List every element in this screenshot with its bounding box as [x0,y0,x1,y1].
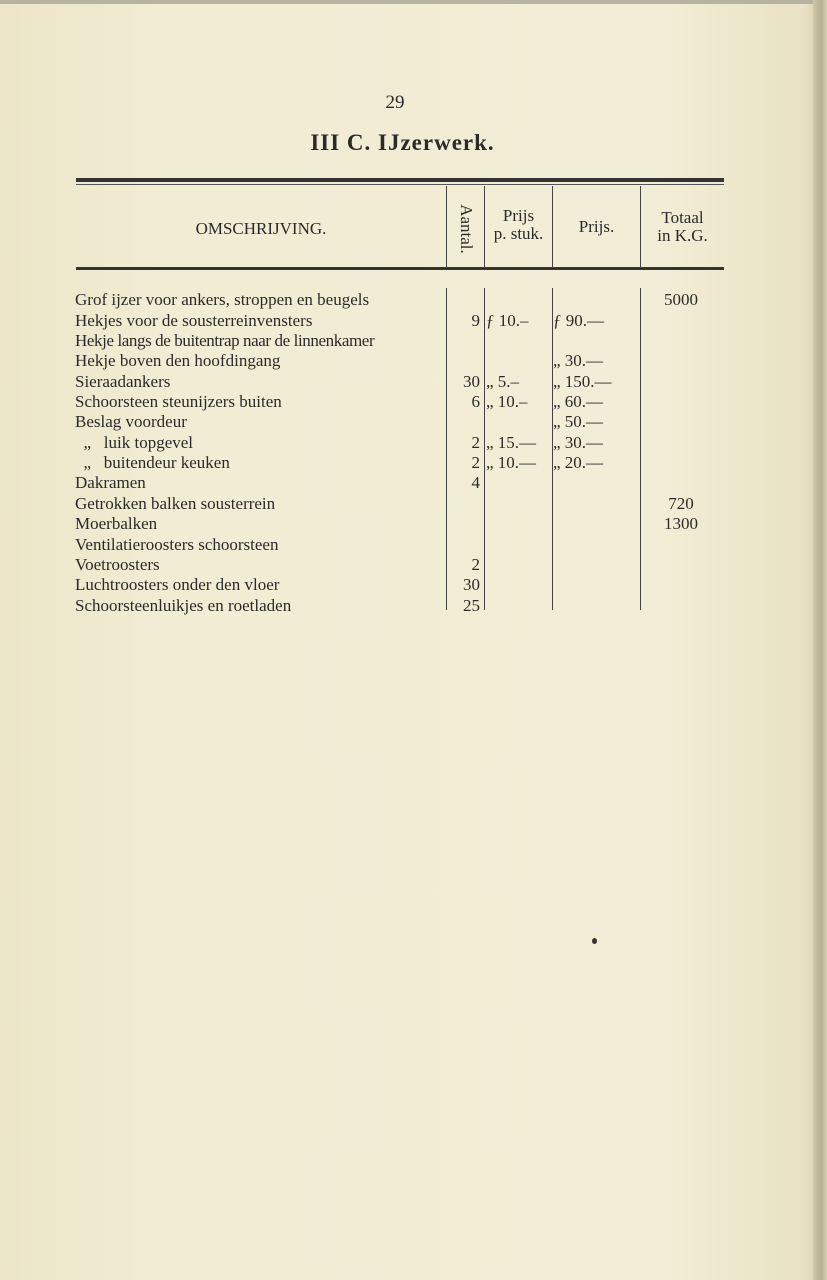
table-top-rule-thin [76,184,724,185]
row-prijs: „ 50.— [553,412,604,431]
row-description: Moerbalken [75,514,158,533]
table-row [0,494,827,514]
table-row [0,596,827,616]
row-totaal: 720 [668,494,694,513]
table-row [0,575,827,595]
row-aantal: 30 [463,575,480,594]
table-row [0,372,827,392]
row-description: Schoorsteenluikjes en roetladen [75,596,292,615]
row-prijs-stuk: ƒ 10.– [486,311,529,330]
ink-speck [592,938,597,944]
row-aantal: 4 [471,473,480,492]
header-totaal-line1: Totaal [661,208,704,227]
row-prijs-stuk: „ 10.– [486,392,528,411]
table-row [0,514,827,534]
header-prijs: Prijs. [578,217,615,236]
row-prijs: „ 30.— [553,351,604,370]
row-description: Sieraadankers [75,372,171,391]
row-prijs-stuk: „ 5.– [486,372,520,391]
header-omschrijving: OMSCHRIJVING. [195,219,327,238]
row-description: Hekje langs de buitentrap naar de linnenkamer [75,331,375,350]
row-totaal: 1300 [664,514,698,533]
row-prijs-stuk: „ 10.— [486,453,537,472]
table-row [0,473,827,493]
page-right-edge [813,0,827,1280]
table-row [0,453,827,473]
table-top-rule [76,178,724,182]
header-prijs-stuk-line2: p. stuk. [493,224,544,243]
header-prijs-stuk-line1: Prijs [502,206,535,225]
row-description: Luchtroosters onder den vloer [75,575,280,594]
row-totaal: 5000 [664,290,698,309]
section-title: III C. IJzerwerk. [310,130,495,155]
row-prijs: „ 20.— [553,453,604,472]
header-totaal-line2: in K.G. [657,226,708,245]
row-aantal: 9 [471,311,480,330]
row-description: Schoorsteen steunijzers buiten [75,392,282,411]
row-prijs: ƒ 90.— [553,311,604,330]
row-aantal: 30 [463,372,480,391]
page-number: 29 [385,92,405,113]
header-aantal-label: Aantal. [457,204,476,254]
row-description: Hekje boven den hoofdingang [75,351,281,370]
table-row [0,331,827,351]
row-aantal: 25 [463,596,480,615]
row-description: Beslag voordeur [75,412,187,431]
row-description: „ buitendeur keuken [75,453,230,472]
table-row [0,351,827,371]
table-row [0,311,827,331]
header-aantal [449,190,483,268]
row-description: Ventilatieroosters schoorsteen [75,535,279,554]
header-divider [446,186,447,268]
row-aantal: 6 [471,392,480,411]
page-top-edge [0,0,827,4]
header-prijs-stuk [485,207,552,243]
row-description: Voetroosters [75,555,160,574]
row-prijs-stuk: „ 15.— [486,433,537,452]
table-row [0,392,827,412]
table-row [0,433,827,453]
row-aantal: 2 [471,433,480,452]
row-description: Dakramen [75,473,146,492]
row-description: Hekjes voor de sousterreinvensters [75,311,313,330]
table-row [0,555,827,575]
row-prijs: „ 150.— [553,372,612,391]
row-prijs: „ 30.— [553,433,604,452]
table-row [0,290,827,310]
table-row [0,412,827,432]
row-description: „ luik topgevel [75,433,194,452]
row-aantal: 2 [471,555,480,574]
row-prijs: „ 60.— [553,392,604,411]
table-header-rule [76,267,724,270]
row-aantal: 2 [471,453,480,472]
row-description: Getrokken balken sousterrein [75,494,276,513]
row-description: Grof ijzer voor ankers, stroppen en beugels [75,290,370,309]
header-totaal [641,209,724,245]
table-row [0,535,827,555]
